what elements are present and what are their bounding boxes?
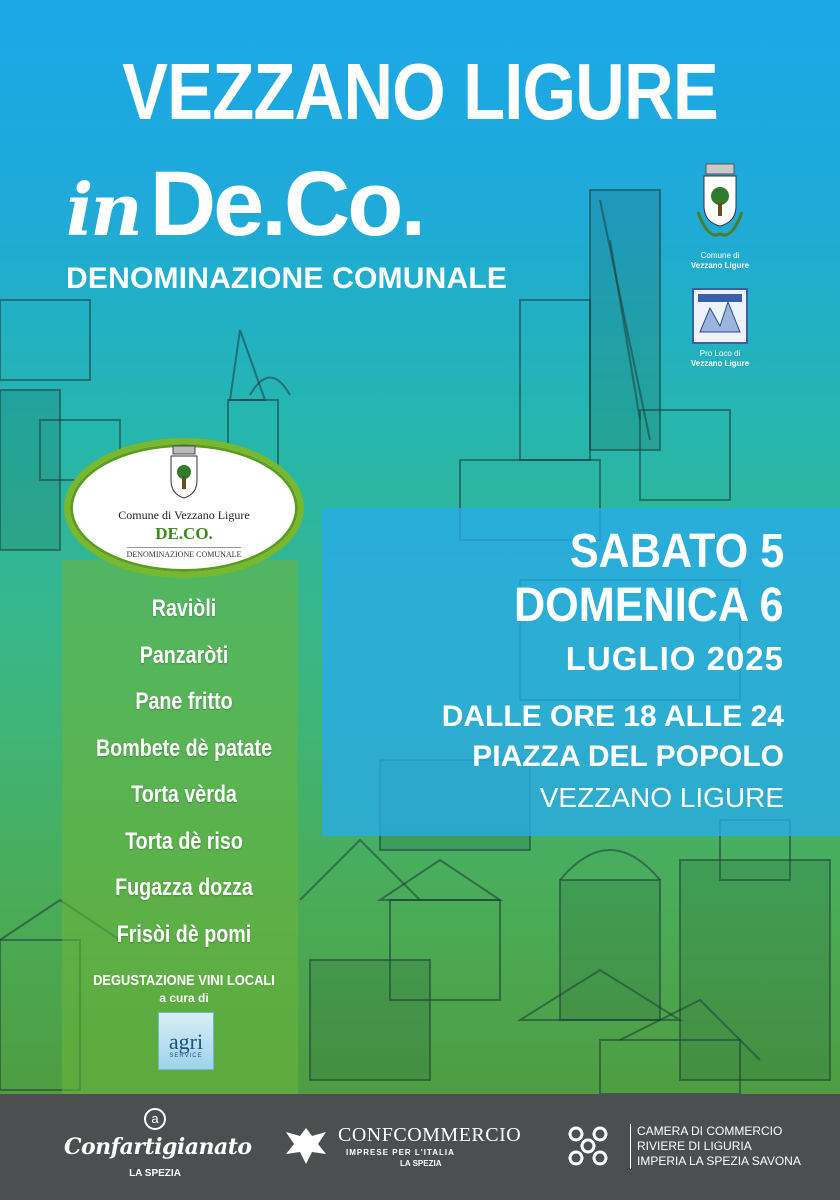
proloco-caption-2: Vezzano Ligure	[690, 358, 750, 368]
confartigianato-name: Confartigianato	[64, 1134, 252, 1160]
deco-badge	[64, 438, 304, 578]
event-day-1: SABATO 5	[569, 525, 784, 578]
confcommercio-name: CONFCOMMERCIO	[338, 1124, 522, 1146]
confartigianato-ring-icon: a	[144, 1108, 166, 1130]
agri-logo-sub: SERVICE	[169, 1053, 203, 1059]
proloco-emblem-icon	[692, 288, 748, 344]
confartigianato-logo	[64, 1108, 252, 1179]
camera-commercio-text	[630, 1124, 801, 1169]
confcommercio-logo	[282, 1124, 521, 1168]
list-item: Bombete dè patate	[95, 734, 273, 762]
product-list	[66, 596, 302, 968]
badge-line-1: Comune di Vezzano Ligure	[118, 508, 250, 522]
list-item: Fugazza dozza	[115, 874, 253, 901]
list-item: Torta vèrda	[131, 781, 237, 808]
comune-caption-1: Comune di	[700, 251, 740, 260]
event-month: LUGLIO 2025	[565, 640, 784, 677]
list-item: Torta dè riso	[125, 827, 243, 855]
agri-logo-text: agri	[168, 1029, 204, 1054]
event-hours: DALLE ORE 18 ALLE 24	[441, 700, 784, 733]
eagle-icon	[282, 1124, 330, 1166]
camera-commercio-knot-icon	[564, 1122, 612, 1170]
page-subtitle: DENOMINAZIONE COMUNALE	[66, 262, 508, 295]
list-item: Raviòli	[151, 595, 217, 622]
badge-line-2: DE.CO.	[155, 524, 213, 543]
main-title: VEZZANO LIGURE	[122, 47, 718, 136]
title-in-word: in	[66, 167, 140, 252]
confartigianato-sub: LA SPEZIA	[129, 1168, 181, 1179]
event-town: VEZZANO LIGURE	[539, 782, 784, 813]
badge-line-3: DENOMINAZIONE COMUNALE	[127, 547, 242, 559]
comune-logo	[684, 162, 756, 270]
agri-service-logo	[158, 1012, 214, 1070]
list-item: Panzaròti	[139, 641, 229, 669]
comune-crest-icon	[688, 162, 752, 246]
comune-caption-2: Vezzano Ligure	[690, 260, 750, 270]
wine-title: DEGUSTAZIONE VINI LOCALI	[93, 972, 275, 989]
list-item: Pane fritto	[135, 688, 233, 715]
title-deco-word: De.Co.	[149, 153, 424, 255]
confcommercio-sub1: IMPRESE PER L'ITALIA	[346, 1148, 455, 1157]
camera-line-1: CAMERA DI COMMERCIO	[637, 1124, 783, 1138]
badge-crest-icon	[167, 444, 201, 502]
event-day-2: DOMENICA 6	[514, 579, 784, 632]
camera-line-3: IMPERIA LA SPEZIA SAVONA	[637, 1154, 801, 1168]
proloco-logo	[684, 288, 756, 368]
wine-curated-by: a cura di	[159, 991, 209, 1005]
proloco-caption-1: Pro Loco di	[699, 349, 741, 358]
wine-tasting	[66, 972, 302, 1005]
confcommercio-sub2: LA SPEZIA	[400, 1159, 442, 1168]
list-item: Frisòi dè pomi	[116, 920, 252, 948]
camera-line-2: RIVIERE DI LIGURIA	[637, 1139, 752, 1153]
deco-title	[66, 153, 424, 255]
event-place: PIAZZA DEL POPOLO	[472, 740, 784, 773]
